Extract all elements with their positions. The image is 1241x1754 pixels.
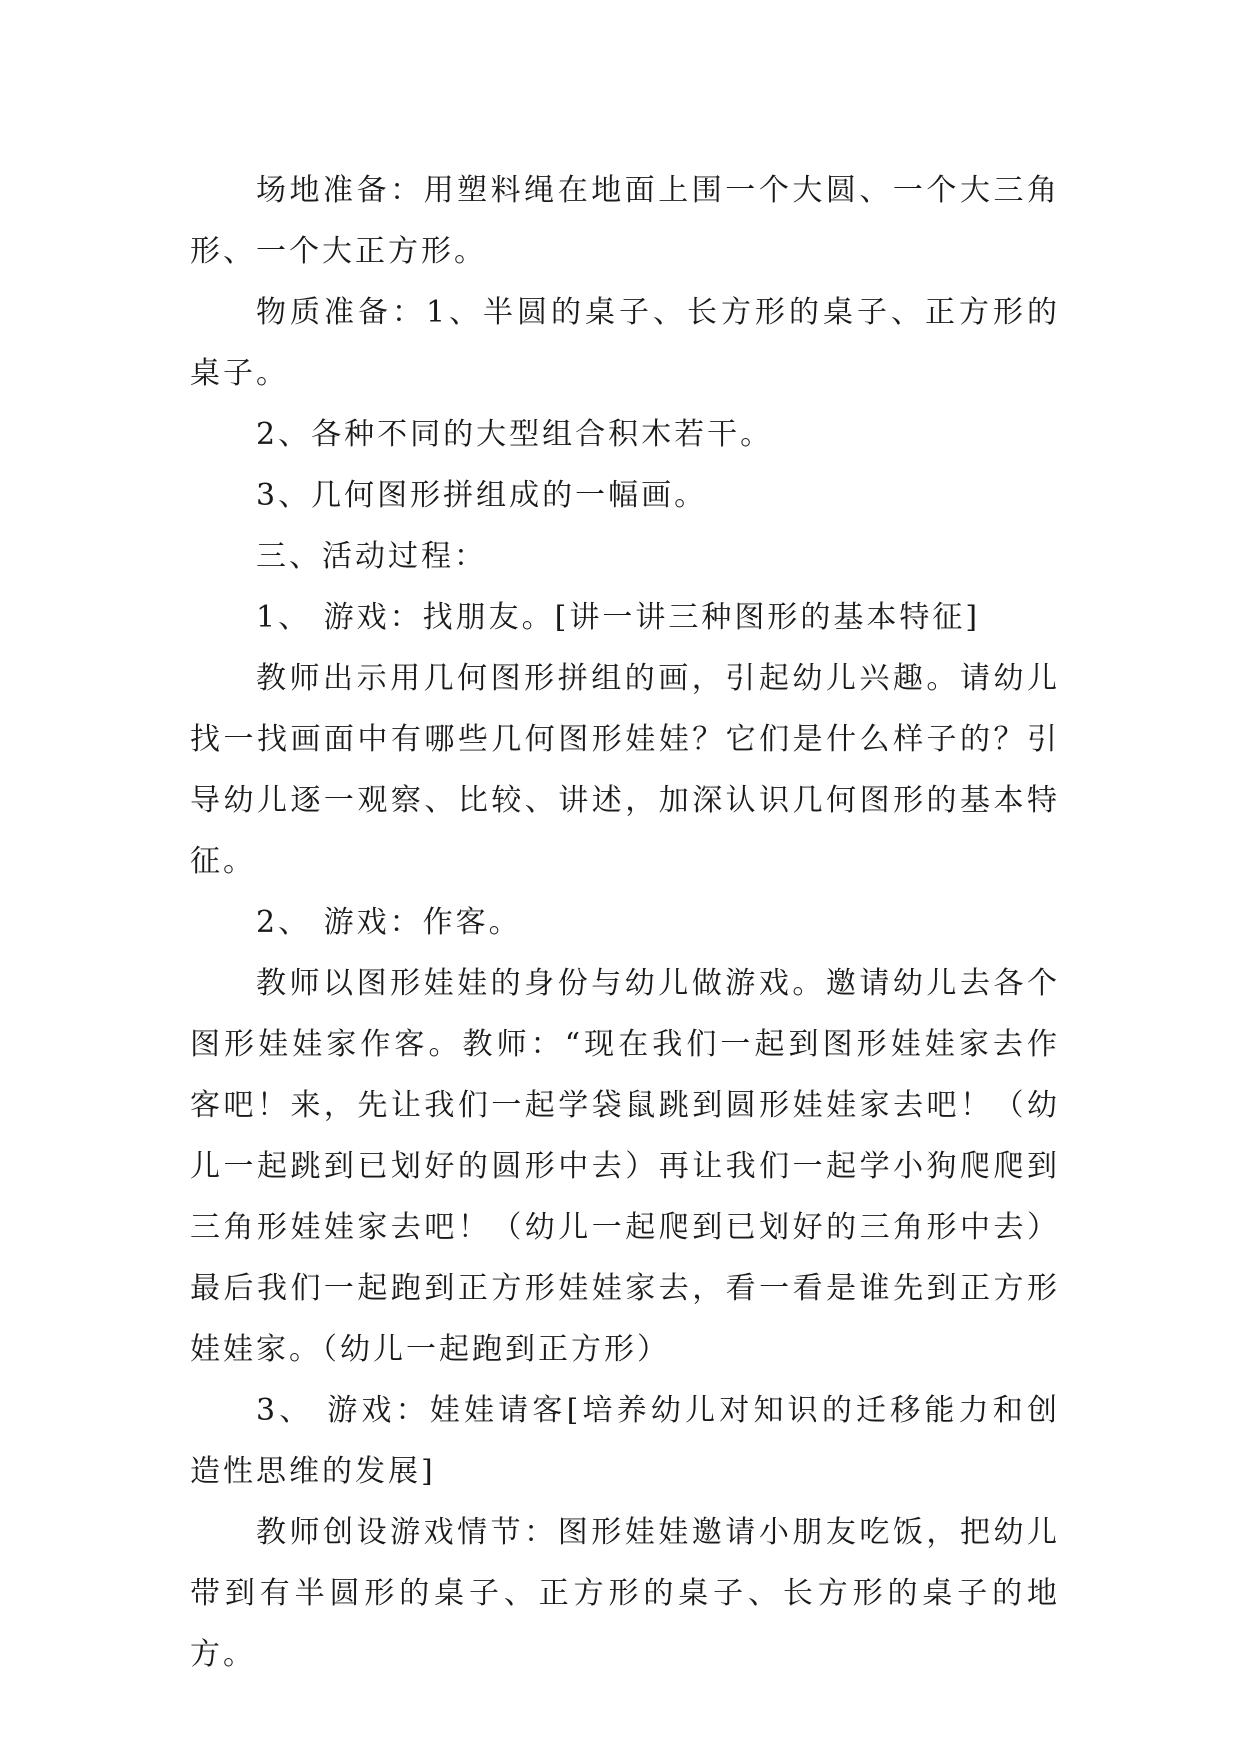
paragraph-venue-prep: 场地准备：用塑料绳在地面上围一个大圆、一个大三角形、一个大正方形。: [190, 173, 1060, 269]
paragraph-materials-prep: 物质准备：1、半圆的桌子、长方形的桌子、正方形的桌子。: [190, 295, 1060, 391]
document-page: [190, 160, 1060, 1685]
paragraph-materials-blocks: 2、各种不同的大型组合积木若干。: [256, 417, 774, 452]
step-heading-doll-treat: 3、 游戏：娃娃请客[培养幼儿对知识的迁移能力和创造性思维的发展]: [190, 1393, 1060, 1489]
step-heading-visit: 2、 游戏：作客。: [256, 905, 522, 940]
paragraph-visit: 教师以图形娃娃的身份与幼儿做游戏。邀请幼儿去各个图形娃娃家作客。教师：“现在我们一起到图形娃娃家去作客吧！来，先让我们一起学袋鼠跳到圆形娃娃家去吧！（幼儿一起跳到已划好的圆形中去）再让我们一起学小狗爬爬到三角形娃娃家去吧！（幼儿一起爬到已划好的三角形中去）最后我们一起跑到正方形娃娃家去，看一看是谁先到正方形娃娃家。（幼儿一起跑到正方形）: [190, 966, 1060, 1367]
paragraph-doll-treat: 教师创设游戏情节：图形娃娃邀请小朋友吃饭，把幼儿带到有半圆形的桌子、正方形的桌子、长方形的桌子的地方。: [190, 1515, 1060, 1672]
paragraph-materials-picture: 3、几何图形拼组成的一幅画。: [256, 478, 708, 513]
section-heading-activity-process: 三、活动过程：: [256, 539, 487, 574]
step-heading-find-friends: 1、 游戏：找朋友。[讲一讲三种图形的基本特征]: [256, 600, 981, 635]
paragraph-find-friends: 教师出示用几何图形拼组的画，引起幼儿兴趣。请幼儿找一找画面中有哪些几何图形娃娃？它们是什么样子的？引导幼儿逐一观察、比较、讲述，加深认识几何图形的基本特征。: [190, 661, 1060, 879]
